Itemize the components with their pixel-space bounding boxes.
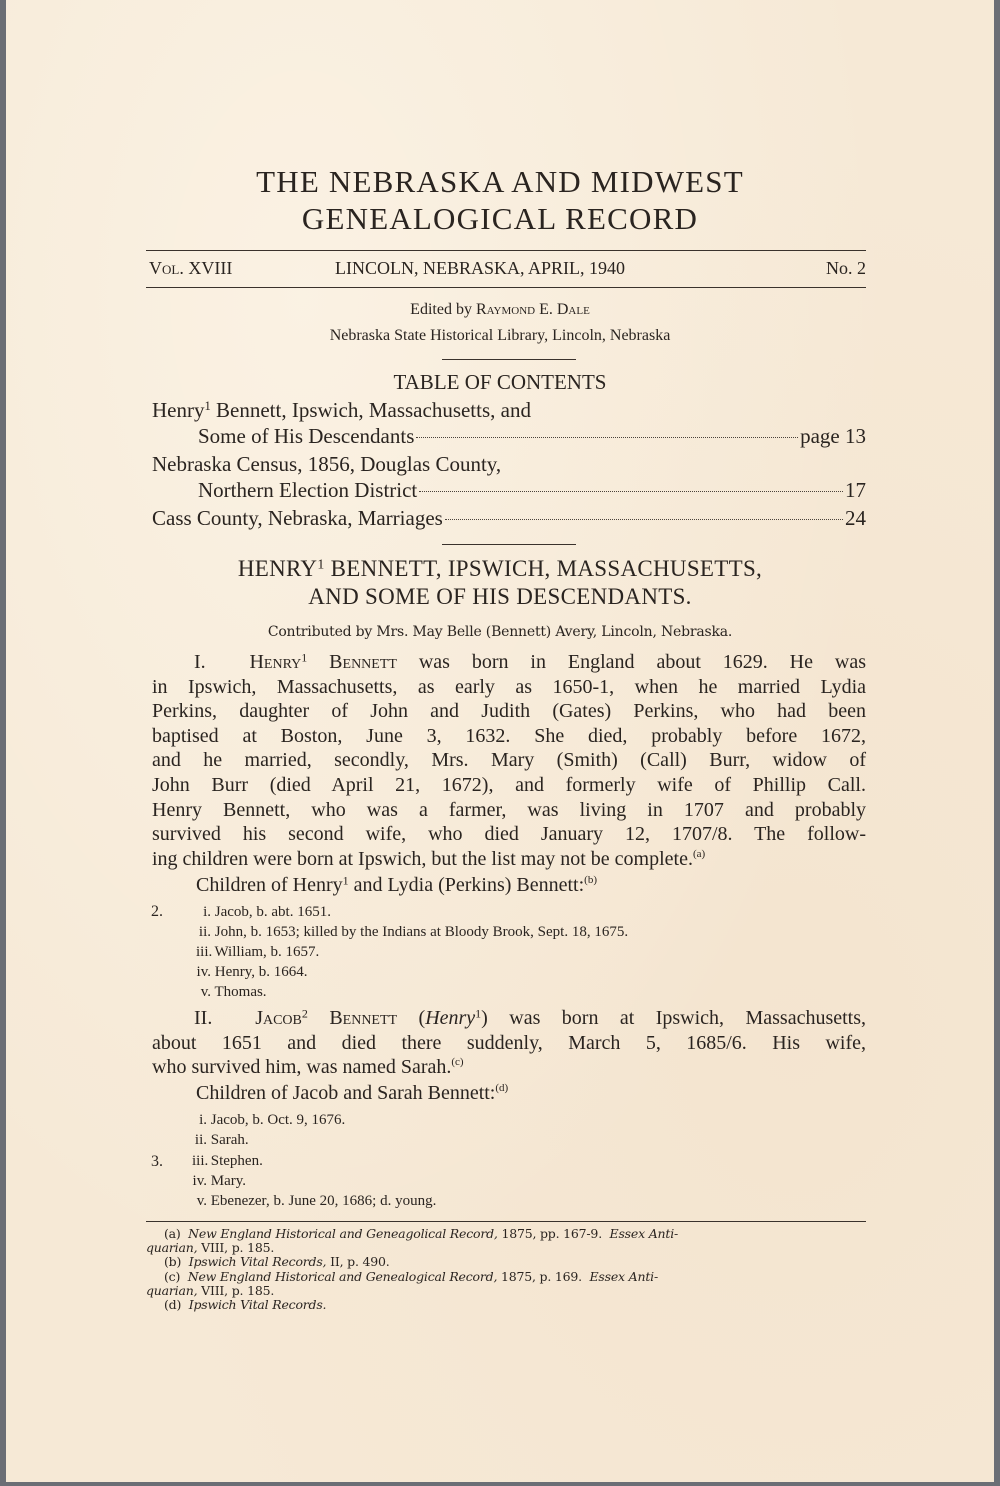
list-item: ii. Sarah. xyxy=(194,1132,249,1148)
paragraph-line: in Ipswich, Massachusetts, as early as 1650-1, when he married Lydia xyxy=(152,675,866,698)
editor-name: Raymond E. Dale xyxy=(475,301,590,318)
contributor-line: Contributed by Mrs. May Belle (Bennett) Avery, Lincoln, Nebraska. xyxy=(267,624,733,640)
divider-rule xyxy=(442,544,576,545)
affiliation: Nebraska State Historical Library, Lincoln, Nebraska xyxy=(329,327,671,344)
toc-entry-title: Some of His Descendants xyxy=(198,424,415,448)
paragraph-line: I. Henry$^1$ Bennett was born in England about 1629. He was xyxy=(194,650,867,673)
list-item: v. Thomas. xyxy=(200,984,267,1000)
toc-page-number: 24 xyxy=(845,506,866,530)
table-of-contents xyxy=(152,398,866,538)
paragraph-line: about 1651 and died there suddenly, March 5, 1685/6. His wife, xyxy=(152,1031,866,1054)
toc-heading: TABLE OF CONTENTS xyxy=(393,370,607,394)
edited-prefix: Edited by xyxy=(410,301,476,318)
dot-leader xyxy=(419,491,843,492)
footnote-b: (b) Ipswich Vital Records, II, p. 490. xyxy=(164,1254,390,1269)
place-date: LINCOLN, NEBRASKA, APRIL, 1940 xyxy=(334,258,625,278)
section-2-paragraph xyxy=(152,1006,866,1080)
footnote-rule xyxy=(146,1221,866,1222)
toc-entry-1-line1 xyxy=(152,398,866,424)
masthead-rule-bottom xyxy=(146,287,866,288)
article-title-line2: AND SOME OF HIS DESCENDANTS. xyxy=(308,584,692,609)
list-item: v. Ebenezer, b. June 20, 1686; d. young. xyxy=(196,1193,437,1209)
dot-leader xyxy=(416,437,798,438)
journal-page xyxy=(6,0,994,1482)
paragraph-line: John Burr (died April 21, 1672), and formerly wife of Phillip Call. xyxy=(152,773,866,796)
footnote-c: (c) New England Historical and Genealogical Record, 1875, p. 169. Essex Anti- xyxy=(164,1269,658,1284)
children-heading-1: Children of Henry$^1$ and Lydia (Perkins) Bennett:$^{(b)}$ xyxy=(196,873,597,896)
footnote-a: (a) New England Historical and Geneagolical Record, 1875, pp. 167-9. Essex Anti- xyxy=(164,1226,679,1241)
issue-number: No. 2 xyxy=(826,258,866,278)
list-item: iv. Mary. xyxy=(192,1173,247,1189)
divider-rule xyxy=(442,359,576,360)
journal-title-line2: GENEALOGICAL RECORD xyxy=(301,201,699,236)
footnote-a-cont: quarian, VIII, p. 185. xyxy=(146,1240,275,1255)
paragraph-line: II. Jacob$^2$ Bennett (Henry$^1$) was born at Ipswich, Massachusetts, xyxy=(194,1006,867,1029)
footnote-c-cont: quarian, VIII, p. 185. xyxy=(146,1283,275,1298)
toc-page-number: 17 xyxy=(845,478,866,502)
list-item: iv. Henry, b. 1664. xyxy=(196,964,308,980)
footnote-ref-d[interactable]: (d) xyxy=(495,1081,509,1094)
list-item: ii. John, b. 1653; killed by the Indians at Bloody Brook, Sept. 18, 1675. xyxy=(198,924,629,940)
list-item: iii. William, b. 1657. xyxy=(196,944,320,960)
footnote-d: (d) Ipswich Vital Records. xyxy=(164,1297,327,1312)
footnote-ref-a[interactable]: (a) xyxy=(692,847,706,860)
volume-label: Vol. XVIII xyxy=(149,258,233,278)
list-item: i. Jacob, b. Oct. 9, 1676. xyxy=(199,1112,346,1128)
journal-title-line1: THE NEBRASKA AND MIDWEST xyxy=(256,164,744,199)
paragraph-line: survived his second wife, who died January 12, 1707/8. The follow- xyxy=(152,823,866,846)
article-title-line1: HENRY$^1$ BENNETT, IPSWICH, MASSACHUSETTS, xyxy=(237,556,763,581)
editor-line xyxy=(6,301,994,319)
paragraph-line: baptised at Boston, June 3, 1632. She died, probably before 1672, xyxy=(152,724,866,747)
dot-leader xyxy=(445,519,843,520)
toc-entry-title: Northern Election District xyxy=(198,478,418,502)
toc-entry-2-line1 xyxy=(152,452,866,478)
toc-entry-title: Cass County, Nebraska, Marriages xyxy=(152,506,443,530)
list-item: i. Jacob, b. abt. 1651. xyxy=(203,904,331,920)
paragraph-line: and he married, secondly, Mrs. Mary (Smith) (Call) Burr, widow of xyxy=(152,749,866,772)
list-item: iii. Stephen. xyxy=(192,1153,263,1169)
toc-entry-3[interactable] xyxy=(152,506,866,532)
masthead-rule-top xyxy=(146,250,866,251)
paragraph-line: ing children were born at Ipswich, but the list may not be complete.$^{(a)}$ xyxy=(152,847,706,870)
paragraph-line: Henry Bennett, who was a farmer, was living in 1707 and probably xyxy=(152,798,866,821)
paragraph-line: Perkins, daughter of John and Judith (Gates) Perkins, who had been xyxy=(152,700,866,723)
generation-number: 3. xyxy=(151,1153,163,1170)
children-heading-2: Children of Jacob and Sarah Bennett:$^{(d)}$ xyxy=(196,1081,509,1104)
toc-entry-title: Nebraska Census, 1856, Douglas County, xyxy=(152,452,502,476)
section-1-paragraph xyxy=(152,650,866,871)
paragraph-line: who survived him, was named Sarah.$^{(c)}$ xyxy=(152,1055,464,1079)
toc-page-number: page 13 xyxy=(800,424,866,448)
generation-number: 2. xyxy=(151,903,163,920)
toc-entry-2[interactable] xyxy=(152,478,866,504)
toc-entry-title: Henry$^1$ Bennett, Ipswich, Massachusetts, and xyxy=(152,398,531,422)
toc-entry-1[interactable] xyxy=(152,424,866,450)
footnote-ref-c[interactable]: (c) xyxy=(451,1055,464,1068)
footnote-ref-b[interactable]: (b) xyxy=(584,873,597,886)
